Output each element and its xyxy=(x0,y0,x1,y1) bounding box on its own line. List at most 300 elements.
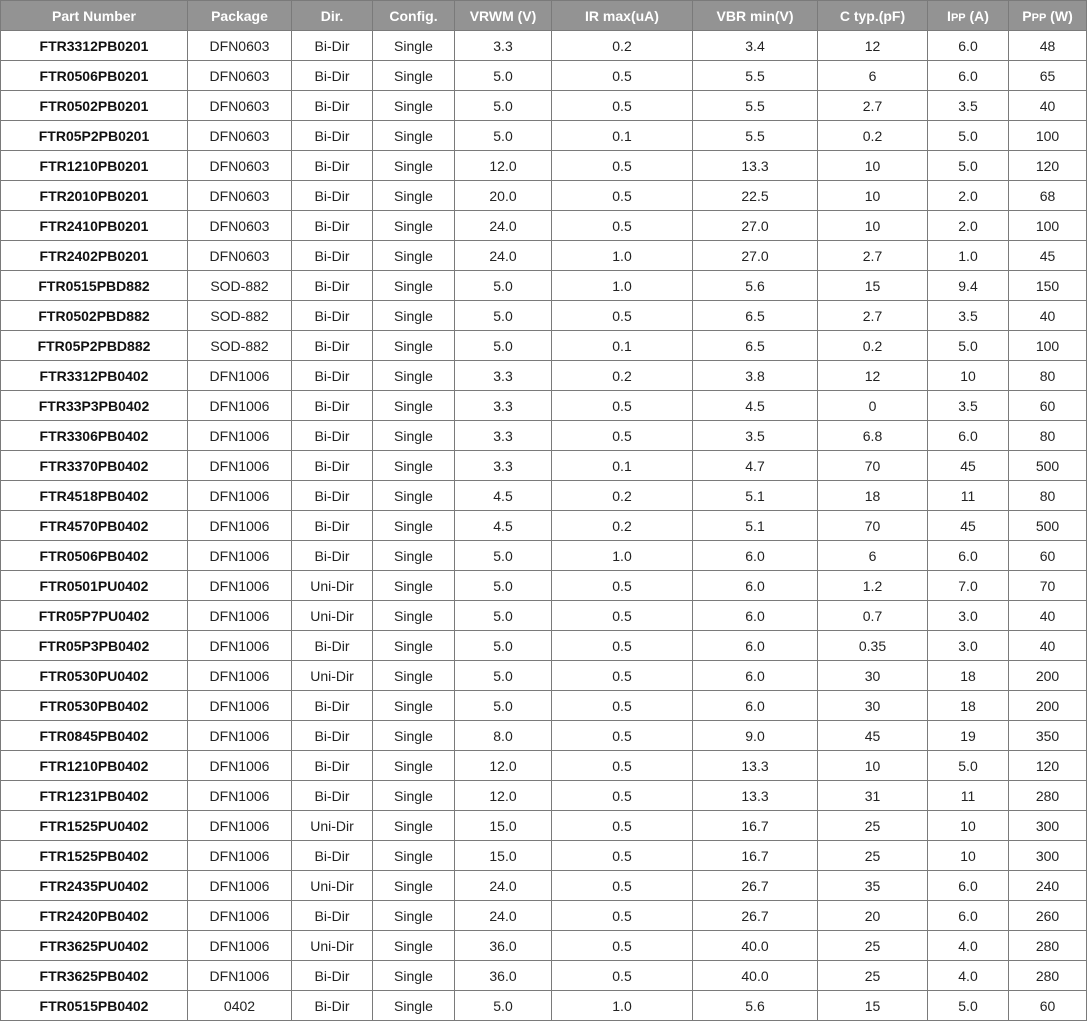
header-ppp-main: P xyxy=(1022,7,1032,24)
cell-ppp: 500 xyxy=(1009,511,1087,541)
cell-ipp: 6.0 xyxy=(928,31,1009,61)
cell-part-number: FTR2010PB0201 xyxy=(1,181,188,211)
cell-vrwm: 15.0 xyxy=(455,841,552,871)
cell-capacitance: 2.7 xyxy=(818,301,928,331)
header-ppp xyxy=(1009,1,1087,31)
cell-ipp: 4.0 xyxy=(928,931,1009,961)
cell-capacitance: 10 xyxy=(818,751,928,781)
cell-config: Single xyxy=(373,601,455,631)
table-row xyxy=(1,31,1087,61)
cell-direction: Uni-Dir xyxy=(292,661,373,691)
cell-vrwm: 5.0 xyxy=(455,541,552,571)
table-row xyxy=(1,841,1087,871)
cell-config: Single xyxy=(373,91,455,121)
cell-direction: Bi-Dir xyxy=(292,901,373,931)
table-row xyxy=(1,241,1087,271)
cell-ppp: 120 xyxy=(1009,151,1087,181)
cell-vrwm: 5.0 xyxy=(455,601,552,631)
table-row xyxy=(1,511,1087,541)
table-row xyxy=(1,181,1087,211)
cell-config: Single xyxy=(373,121,455,151)
cell-vrwm: 24.0 xyxy=(455,901,552,931)
cell-vbr-min: 4.7 xyxy=(693,451,818,481)
cell-direction: Bi-Dir xyxy=(292,781,373,811)
cell-vbr-min: 9.0 xyxy=(693,721,818,751)
cell-capacitance: 30 xyxy=(818,661,928,691)
cell-vrwm: 24.0 xyxy=(455,241,552,271)
cell-vrwm: 8.0 xyxy=(455,721,552,751)
cell-config: Single xyxy=(373,511,455,541)
cell-part-number: FTR3306PB0402 xyxy=(1,421,188,451)
cell-direction: Bi-Dir xyxy=(292,121,373,151)
cell-direction: Bi-Dir xyxy=(292,151,373,181)
cell-package: DFN1006 xyxy=(188,571,292,601)
cell-ppp: 60 xyxy=(1009,541,1087,571)
cell-direction: Uni-Dir xyxy=(292,601,373,631)
cell-ipp: 10 xyxy=(928,811,1009,841)
cell-ppp: 150 xyxy=(1009,271,1087,301)
cell-package: DFN1006 xyxy=(188,961,292,991)
cell-ipp: 6.0 xyxy=(928,61,1009,91)
cell-ppp: 40 xyxy=(1009,601,1087,631)
cell-direction: Uni-Dir xyxy=(292,571,373,601)
table-row xyxy=(1,151,1087,181)
cell-part-number: FTR3312PB0201 xyxy=(1,31,188,61)
cell-package: DFN1006 xyxy=(188,931,292,961)
cell-ir-max: 0.5 xyxy=(552,391,693,421)
cell-direction: Bi-Dir xyxy=(292,31,373,61)
cell-ir-max: 0.1 xyxy=(552,451,693,481)
cell-vbr-min: 13.3 xyxy=(693,751,818,781)
cell-ir-max: 0.5 xyxy=(552,91,693,121)
table-row xyxy=(1,451,1087,481)
table-row xyxy=(1,781,1087,811)
cell-package: DFN1006 xyxy=(188,811,292,841)
table-row xyxy=(1,721,1087,751)
cell-vbr-min: 40.0 xyxy=(693,931,818,961)
cell-direction: Bi-Dir xyxy=(292,541,373,571)
cell-vrwm: 12.0 xyxy=(455,781,552,811)
cell-config: Single xyxy=(373,811,455,841)
cell-ppp: 80 xyxy=(1009,361,1087,391)
cell-ir-max: 0.5 xyxy=(552,871,693,901)
cell-capacitance: 1.2 xyxy=(818,571,928,601)
cell-config: Single xyxy=(373,391,455,421)
cell-capacitance: 31 xyxy=(818,781,928,811)
cell-vbr-min: 22.5 xyxy=(693,181,818,211)
cell-ir-max: 1.0 xyxy=(552,541,693,571)
table-row xyxy=(1,751,1087,781)
cell-ipp: 4.0 xyxy=(928,961,1009,991)
cell-ir-max: 0.1 xyxy=(552,331,693,361)
cell-capacitance: 20 xyxy=(818,901,928,931)
cell-part-number: FTR4570PB0402 xyxy=(1,511,188,541)
cell-ipp: 2.0 xyxy=(928,211,1009,241)
cell-package: DFN1006 xyxy=(188,481,292,511)
cell-ppp: 68 xyxy=(1009,181,1087,211)
table-row xyxy=(1,631,1087,661)
cell-ipp: 5.0 xyxy=(928,121,1009,151)
cell-direction: Bi-Dir xyxy=(292,331,373,361)
cell-package: DFN1006 xyxy=(188,511,292,541)
cell-ipp: 7.0 xyxy=(928,571,1009,601)
cell-direction: Bi-Dir xyxy=(292,181,373,211)
header-part-number: Part Number xyxy=(1,1,188,31)
cell-vrwm: 3.3 xyxy=(455,451,552,481)
cell-vbr-min: 6.5 xyxy=(693,301,818,331)
cell-ppp: 80 xyxy=(1009,481,1087,511)
cell-vbr-min: 5.1 xyxy=(693,511,818,541)
cell-capacitance: 18 xyxy=(818,481,928,511)
cell-ir-max: 0.5 xyxy=(552,421,693,451)
cell-package: DFN1006 xyxy=(188,391,292,421)
cell-vbr-min: 13.3 xyxy=(693,781,818,811)
cell-vbr-min: 16.7 xyxy=(693,811,818,841)
cell-vbr-min: 27.0 xyxy=(693,211,818,241)
cell-capacitance: 0.2 xyxy=(818,331,928,361)
cell-package: SOD-882 xyxy=(188,271,292,301)
cell-ipp: 10 xyxy=(928,841,1009,871)
cell-capacitance: 6 xyxy=(818,61,928,91)
cell-config: Single xyxy=(373,481,455,511)
cell-package: DFN0603 xyxy=(188,91,292,121)
cell-ipp: 18 xyxy=(928,691,1009,721)
cell-direction: Bi-Dir xyxy=(292,61,373,91)
cell-vrwm: 4.5 xyxy=(455,511,552,541)
cell-ppp: 240 xyxy=(1009,871,1087,901)
cell-ppp: 80 xyxy=(1009,421,1087,451)
cell-package: DFN1006 xyxy=(188,451,292,481)
cell-ipp: 6.0 xyxy=(928,421,1009,451)
cell-capacitance: 10 xyxy=(818,181,928,211)
cell-capacitance: 0.7 xyxy=(818,601,928,631)
cell-capacitance: 6.8 xyxy=(818,421,928,451)
header-ipp xyxy=(928,1,1009,31)
cell-part-number: FTR1210PB0402 xyxy=(1,751,188,781)
cell-package: DFN1006 xyxy=(188,781,292,811)
cell-vbr-min: 26.7 xyxy=(693,871,818,901)
cell-package: DFN0603 xyxy=(188,31,292,61)
cell-vbr-min: 5.6 xyxy=(693,991,818,1021)
cell-vbr-min: 6.0 xyxy=(693,541,818,571)
cell-vrwm: 5.0 xyxy=(455,301,552,331)
cell-direction: Bi-Dir xyxy=(292,271,373,301)
cell-capacitance: 2.7 xyxy=(818,91,928,121)
cell-ppp: 260 xyxy=(1009,901,1087,931)
header-vbr-min: VBR min(V) xyxy=(693,1,818,31)
cell-ipp: 18 xyxy=(928,661,1009,691)
cell-config: Single xyxy=(373,571,455,601)
cell-ppp: 70 xyxy=(1009,571,1087,601)
cell-ppp: 350 xyxy=(1009,721,1087,751)
cell-part-number: FTR2435PU0402 xyxy=(1,871,188,901)
cell-direction: Bi-Dir xyxy=(292,481,373,511)
cell-config: Single xyxy=(373,181,455,211)
header-ppp-sub: PP xyxy=(1031,11,1047,24)
cell-package: DFN1006 xyxy=(188,841,292,871)
cell-direction: Bi-Dir xyxy=(292,451,373,481)
cell-config: Single xyxy=(373,991,455,1021)
cell-vbr-min: 16.7 xyxy=(693,841,818,871)
cell-ppp: 100 xyxy=(1009,121,1087,151)
cell-config: Single xyxy=(373,361,455,391)
cell-config: Single xyxy=(373,271,455,301)
cell-vbr-min: 5.1 xyxy=(693,481,818,511)
cell-part-number: FTR2420PB0402 xyxy=(1,901,188,931)
cell-ipp: 45 xyxy=(928,511,1009,541)
table-row xyxy=(1,931,1087,961)
table-row xyxy=(1,481,1087,511)
cell-capacitance: 10 xyxy=(818,211,928,241)
cell-ipp: 3.5 xyxy=(928,91,1009,121)
cell-capacitance: 0.35 xyxy=(818,631,928,661)
cell-direction: Bi-Dir xyxy=(292,361,373,391)
cell-config: Single xyxy=(373,151,455,181)
table-header xyxy=(1,1,1087,31)
cell-part-number: FTR0530PB0402 xyxy=(1,691,188,721)
cell-vrwm: 36.0 xyxy=(455,961,552,991)
table-row xyxy=(1,961,1087,991)
cell-ir-max: 0.5 xyxy=(552,601,693,631)
cell-ipp: 9.4 xyxy=(928,271,1009,301)
cell-ir-max: 0.5 xyxy=(552,841,693,871)
cell-package: DFN1006 xyxy=(188,601,292,631)
cell-ppp: 40 xyxy=(1009,91,1087,121)
cell-package: DFN1006 xyxy=(188,691,292,721)
cell-vbr-min: 5.5 xyxy=(693,61,818,91)
table-row xyxy=(1,691,1087,721)
cell-vbr-min: 13.3 xyxy=(693,151,818,181)
cell-direction: Bi-Dir xyxy=(292,511,373,541)
cell-part-number: FTR2410PB0201 xyxy=(1,211,188,241)
cell-ppp: 300 xyxy=(1009,841,1087,871)
cell-capacitance: 10 xyxy=(818,151,928,181)
header-ipp-unit: (A) xyxy=(965,7,989,24)
cell-vbr-min: 27.0 xyxy=(693,241,818,271)
cell-vbr-min: 4.5 xyxy=(693,391,818,421)
cell-part-number: FTR05P7PU0402 xyxy=(1,601,188,631)
cell-capacitance: 25 xyxy=(818,961,928,991)
cell-direction: Bi-Dir xyxy=(292,961,373,991)
cell-capacitance: 0.2 xyxy=(818,121,928,151)
cell-direction: Bi-Dir xyxy=(292,241,373,271)
cell-ipp: 6.0 xyxy=(928,541,1009,571)
cell-ipp: 19 xyxy=(928,721,1009,751)
cell-config: Single xyxy=(373,781,455,811)
cell-ppp: 40 xyxy=(1009,301,1087,331)
cell-ir-max: 0.5 xyxy=(552,931,693,961)
cell-package: DFN1006 xyxy=(188,421,292,451)
cell-ir-max: 0.5 xyxy=(552,691,693,721)
cell-ir-max: 1.0 xyxy=(552,271,693,301)
cell-ipp: 5.0 xyxy=(928,991,1009,1021)
cell-ir-max: 1.0 xyxy=(552,241,693,271)
cell-config: Single xyxy=(373,751,455,781)
header-ir-max: IR max(uA) xyxy=(552,1,693,31)
cell-ppp: 60 xyxy=(1009,991,1087,1021)
cell-vbr-min: 26.7 xyxy=(693,901,818,931)
header-ppp-unit: (W) xyxy=(1046,7,1073,24)
cell-vbr-min: 5.6 xyxy=(693,271,818,301)
cell-config: Single xyxy=(373,631,455,661)
cell-ppp: 100 xyxy=(1009,211,1087,241)
cell-ppp: 60 xyxy=(1009,391,1087,421)
cell-direction: Bi-Dir xyxy=(292,631,373,661)
cell-ipp: 11 xyxy=(928,481,1009,511)
cell-vrwm: 15.0 xyxy=(455,811,552,841)
table-row xyxy=(1,991,1087,1021)
cell-vbr-min: 3.4 xyxy=(693,31,818,61)
header-vrwm: VRWM (V) xyxy=(455,1,552,31)
cell-ipp: 5.0 xyxy=(928,331,1009,361)
cell-capacitance: 30 xyxy=(818,691,928,721)
cell-config: Single xyxy=(373,421,455,451)
cell-part-number: FTR0502PB0201 xyxy=(1,91,188,121)
table-row xyxy=(1,331,1087,361)
cell-capacitance: 12 xyxy=(818,361,928,391)
cell-ir-max: 0.2 xyxy=(552,481,693,511)
cell-direction: Bi-Dir xyxy=(292,841,373,871)
cell-direction: Bi-Dir xyxy=(292,91,373,121)
cell-vrwm: 5.0 xyxy=(455,61,552,91)
cell-capacitance: 0 xyxy=(818,391,928,421)
cell-ppp: 500 xyxy=(1009,451,1087,481)
cell-config: Single xyxy=(373,541,455,571)
cell-config: Single xyxy=(373,31,455,61)
header-ipp-main: I xyxy=(947,7,951,24)
cell-capacitance: 25 xyxy=(818,931,928,961)
cell-package: DFN1006 xyxy=(188,901,292,931)
cell-package: DFN1006 xyxy=(188,361,292,391)
cell-ir-max: 0.5 xyxy=(552,961,693,991)
cell-vrwm: 5.0 xyxy=(455,991,552,1021)
header-row xyxy=(1,1,1087,31)
cell-direction: Bi-Dir xyxy=(292,721,373,751)
cell-ir-max: 0.2 xyxy=(552,511,693,541)
cell-ipp: 6.0 xyxy=(928,901,1009,931)
cell-package: DFN1006 xyxy=(188,541,292,571)
cell-capacitance: 25 xyxy=(818,811,928,841)
cell-ir-max: 0.5 xyxy=(552,151,693,181)
cell-ppp: 48 xyxy=(1009,31,1087,61)
cell-vrwm: 5.0 xyxy=(455,571,552,601)
cell-vbr-min: 6.0 xyxy=(693,631,818,661)
cell-part-number: FTR3370PB0402 xyxy=(1,451,188,481)
cell-vbr-min: 3.8 xyxy=(693,361,818,391)
cell-ppp: 280 xyxy=(1009,931,1087,961)
cell-ipp: 6.0 xyxy=(928,871,1009,901)
header-ipp-sub: PP xyxy=(950,11,966,24)
cell-config: Single xyxy=(373,691,455,721)
cell-direction: Uni-Dir xyxy=(292,931,373,961)
cell-vrwm: 3.3 xyxy=(455,31,552,61)
table-row xyxy=(1,541,1087,571)
cell-part-number: FTR3312PB0402 xyxy=(1,361,188,391)
cell-direction: Uni-Dir xyxy=(292,871,373,901)
cell-ir-max: 0.5 xyxy=(552,631,693,661)
header-capacitance: C typ.(pF) xyxy=(818,1,928,31)
table-row xyxy=(1,301,1087,331)
table-body xyxy=(1,31,1087,1021)
cell-part-number: FTR0515PB0402 xyxy=(1,991,188,1021)
cell-ir-max: 0.5 xyxy=(552,181,693,211)
header-config: Config. xyxy=(373,1,455,31)
cell-capacitance: 2.7 xyxy=(818,241,928,271)
cell-package: DFN0603 xyxy=(188,241,292,271)
cell-ir-max: 0.5 xyxy=(552,661,693,691)
table-row xyxy=(1,601,1087,631)
cell-part-number: FTR33P3PB0402 xyxy=(1,391,188,421)
table-row xyxy=(1,211,1087,241)
cell-part-number: FTR1525PU0402 xyxy=(1,811,188,841)
table-row xyxy=(1,91,1087,121)
cell-vrwm: 12.0 xyxy=(455,151,552,181)
cell-ppp: 200 xyxy=(1009,661,1087,691)
cell-config: Single xyxy=(373,721,455,751)
cell-ir-max: 0.2 xyxy=(552,31,693,61)
cell-vbr-min: 5.5 xyxy=(693,91,818,121)
cell-vbr-min: 6.0 xyxy=(693,691,818,721)
cell-vbr-min: 3.5 xyxy=(693,421,818,451)
cell-ipp: 2.0 xyxy=(928,181,1009,211)
cell-part-number: FTR0506PB0201 xyxy=(1,61,188,91)
cell-vrwm: 20.0 xyxy=(455,181,552,211)
cell-ipp: 10 xyxy=(928,361,1009,391)
cell-ir-max: 0.5 xyxy=(552,901,693,931)
cell-config: Single xyxy=(373,661,455,691)
cell-config: Single xyxy=(373,241,455,271)
cell-part-number: FTR0501PU0402 xyxy=(1,571,188,601)
cell-package: DFN0603 xyxy=(188,181,292,211)
cell-vbr-min: 40.0 xyxy=(693,961,818,991)
cell-vrwm: 3.3 xyxy=(455,391,552,421)
cell-ipp: 45 xyxy=(928,451,1009,481)
cell-vrwm: 5.0 xyxy=(455,331,552,361)
cell-vbr-min: 5.5 xyxy=(693,121,818,151)
cell-part-number: FTR05P2PBD882 xyxy=(1,331,188,361)
cell-capacitance: 35 xyxy=(818,871,928,901)
cell-direction: Uni-Dir xyxy=(292,811,373,841)
cell-ipp: 11 xyxy=(928,781,1009,811)
cell-vbr-min: 6.0 xyxy=(693,571,818,601)
cell-direction: Bi-Dir xyxy=(292,751,373,781)
cell-config: Single xyxy=(373,301,455,331)
cell-vbr-min: 6.0 xyxy=(693,661,818,691)
cell-ipp: 3.0 xyxy=(928,631,1009,661)
cell-config: Single xyxy=(373,331,455,361)
cell-ir-max: 0.2 xyxy=(552,361,693,391)
table-row xyxy=(1,421,1087,451)
header-direction: Dir. xyxy=(292,1,373,31)
cell-ppp: 300 xyxy=(1009,811,1087,841)
cell-vrwm: 5.0 xyxy=(455,121,552,151)
cell-package: DFN1006 xyxy=(188,871,292,901)
cell-ipp: 1.0 xyxy=(928,241,1009,271)
cell-ppp: 280 xyxy=(1009,961,1087,991)
cell-capacitance: 15 xyxy=(818,991,928,1021)
cell-ppp: 200 xyxy=(1009,691,1087,721)
cell-vbr-min: 6.5 xyxy=(693,331,818,361)
cell-vrwm: 5.0 xyxy=(455,91,552,121)
header-package: Package xyxy=(188,1,292,31)
cell-capacitance: 6 xyxy=(818,541,928,571)
cell-ppp: 65 xyxy=(1009,61,1087,91)
cell-part-number: FTR05P3PB0402 xyxy=(1,631,188,661)
cell-direction: Bi-Dir xyxy=(292,421,373,451)
cell-part-number: FTR0845PB0402 xyxy=(1,721,188,751)
cell-vrwm: 5.0 xyxy=(455,271,552,301)
cell-part-number: FTR0506PB0402 xyxy=(1,541,188,571)
